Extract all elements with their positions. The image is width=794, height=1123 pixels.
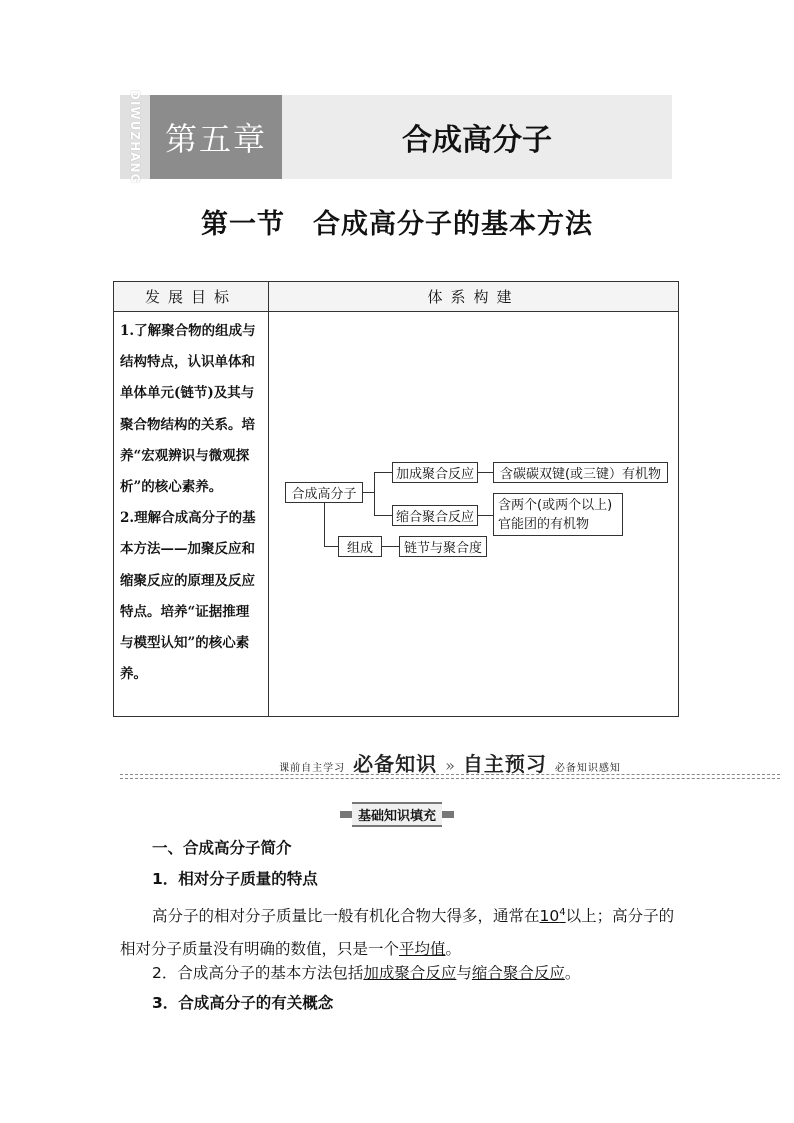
condensation-desc-line-1: 含两个(或两个以上) xyxy=(498,497,613,513)
connector-addition-desc xyxy=(478,472,493,473)
para-exponent: 4 xyxy=(559,907,566,918)
chapter-title: 合成高分子 xyxy=(402,123,552,158)
para-average-value: 平均值 xyxy=(399,940,446,959)
heading-concepts: 3．合成高分子的有关概念 xyxy=(152,994,334,1012)
heading-molecular-weight: 1．相对分子质量的特点 xyxy=(152,870,318,888)
para-base: 10 xyxy=(539,907,560,926)
para-end: 。 xyxy=(445,940,462,959)
methods-part-a: 2．合成高分子的基本方法包括 xyxy=(152,964,364,982)
para-part-a: 高分子的相对分子质量比一般有机化合物大得多，通常在 xyxy=(152,907,540,926)
goal-item-2: 2.理解合成高分子的基本方法——加聚反应和缩聚反应的原理及反应特点。培养“证据推理与模型认知”的核心素养。 xyxy=(120,510,256,683)
connector-condensation xyxy=(374,515,392,516)
table-header-structure: 体系构建 xyxy=(269,282,678,312)
strip-title-2: 自主预习 xyxy=(462,752,547,776)
para-power-of-ten xyxy=(540,907,566,925)
condensation-desc-line-2: 官能团的有机物 xyxy=(498,516,590,532)
diagram-root-node: 合成高分子 xyxy=(285,482,363,503)
concept-diagram xyxy=(269,312,678,716)
methods-condensation: 缩合聚合反应 xyxy=(471,964,565,982)
chapter-number-box xyxy=(150,95,282,179)
strip-title-1: 必备知识 xyxy=(353,752,438,776)
chapter-side-tag-text: DIWUZHANG xyxy=(128,89,142,185)
diagram-addition-node: 加成聚合反应 xyxy=(392,462,478,483)
connector-spine xyxy=(374,472,375,515)
diagram-composition-desc: 链节与聚合度 xyxy=(399,536,487,557)
diagram-addition-desc: 含碳碳双键(或三键）有机物 xyxy=(493,462,668,483)
heading-basic-methods xyxy=(152,961,712,983)
paragraph-molecular-weight xyxy=(120,896,680,966)
connector-root xyxy=(363,492,374,493)
connector-composition xyxy=(324,546,338,547)
strip-left-label: 课前自主学习 xyxy=(279,763,346,774)
connector-composition-drop xyxy=(324,503,325,546)
section-badge xyxy=(340,802,454,827)
methods-addition: 加成聚合反应 xyxy=(363,964,457,982)
goals-table xyxy=(113,281,679,717)
goals-cell xyxy=(114,312,269,716)
section-title: 第一节 合成高分子的基本方法 xyxy=(201,209,593,240)
goal-item-1: 1.了解聚合物的组成与结构特点，认识单体和单体单元(链节)及其与聚合物结构的关系。培养“宏观辨识与微观探析”的核心素养。 xyxy=(120,323,256,496)
chapter-banner xyxy=(120,89,672,185)
strip-right-label: 必备知识感知 xyxy=(554,763,621,774)
diagram-composition-node: 组成 xyxy=(338,536,382,557)
chapter-side-tag xyxy=(120,89,150,185)
connector-addition xyxy=(374,472,392,473)
connector-condensation-desc xyxy=(478,515,493,516)
strip-divider-1 xyxy=(120,774,780,775)
badge-right-bar xyxy=(442,811,454,818)
diagram-condensation-desc xyxy=(493,493,623,536)
para-part-b: 以上；高分子的相对分子质量没有明确的数值，只是一个 xyxy=(120,907,675,959)
heading-intro: 一、合成高分子简介 xyxy=(152,839,292,857)
badge-text: 基础知识填充 xyxy=(352,802,442,827)
strip-divider-2 xyxy=(120,778,780,779)
methods-end: 。 xyxy=(564,964,581,982)
diagram-condensation-node: 缩合聚合反应 xyxy=(392,505,478,526)
chapter-number: 第五章 xyxy=(164,120,267,158)
table-header-goals: 发展目标 xyxy=(114,282,269,312)
connector-composition-desc xyxy=(382,546,399,547)
strip-arrow-icon: » xyxy=(445,756,455,775)
methods-mid: 与 xyxy=(456,964,472,982)
badge-left-bar xyxy=(340,811,352,818)
badge-wrapper xyxy=(0,802,794,827)
